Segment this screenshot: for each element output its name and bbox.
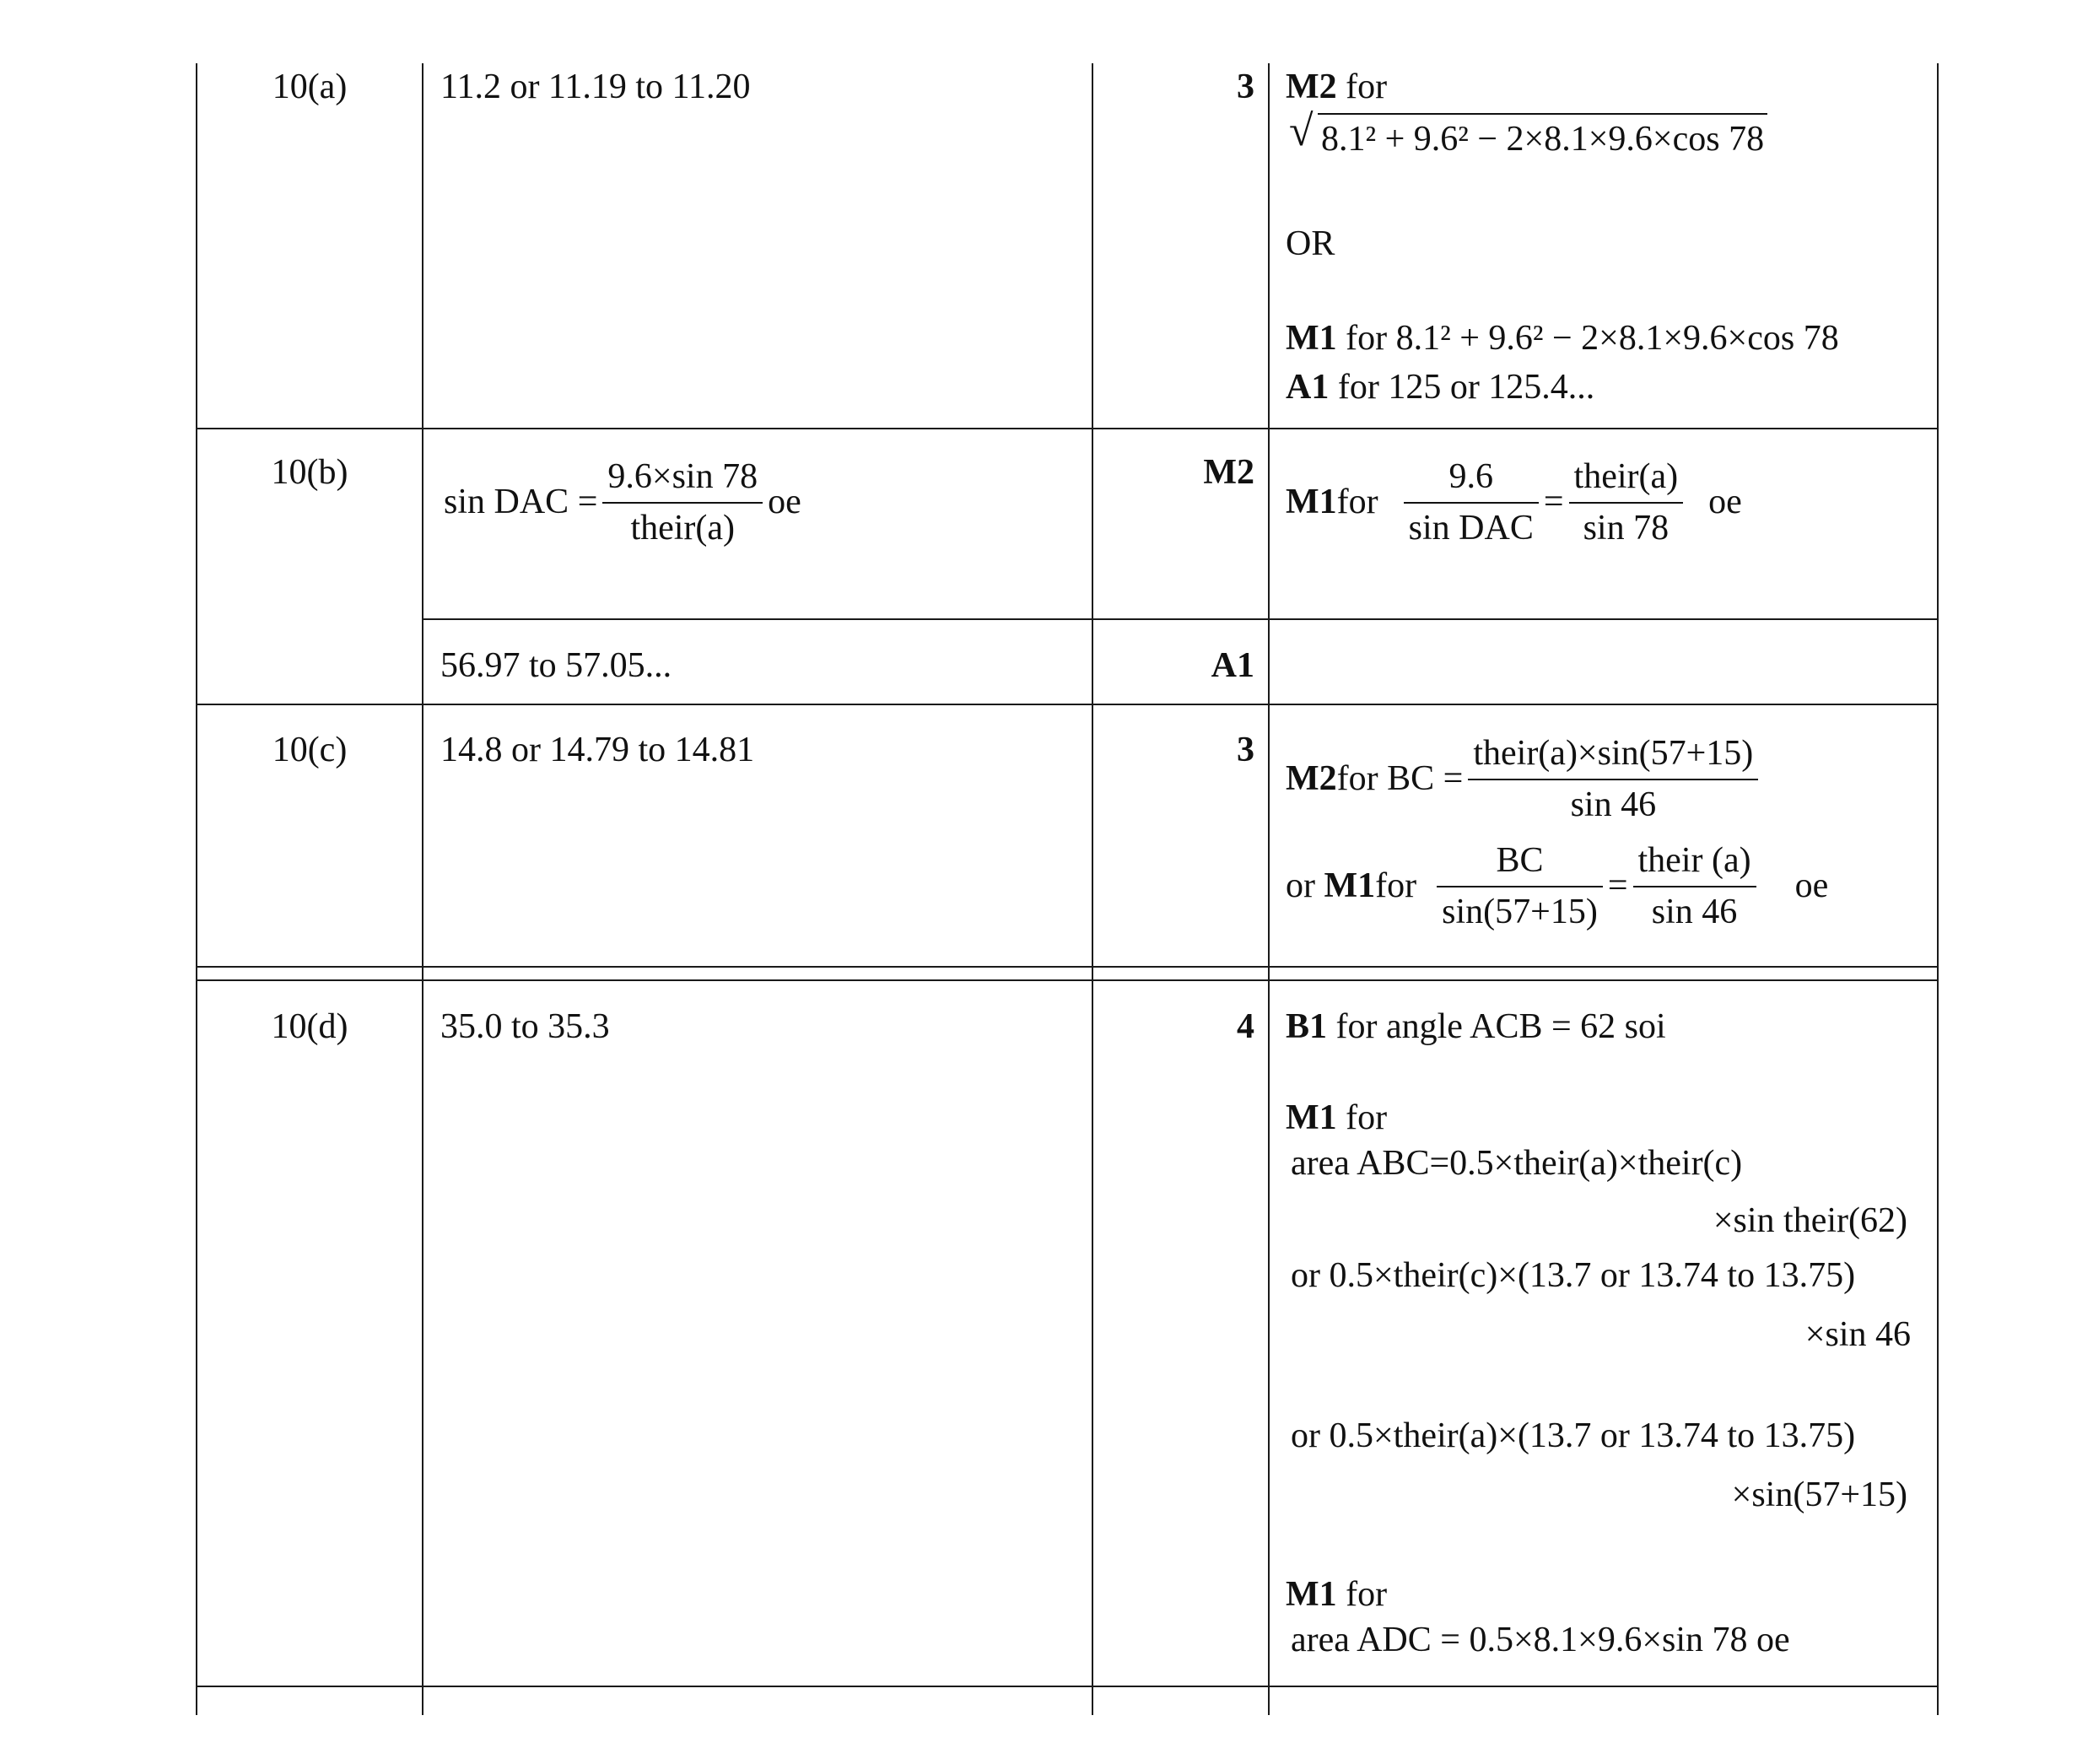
guidance-text: for 125 or 125.4... (1329, 368, 1595, 407)
fraction-denominator: their(a) (630, 508, 736, 548)
guidance-b1 (1286, 1004, 1666, 1050)
col-border-marks (1268, 63, 1270, 1715)
question-number: 10(a) (272, 67, 348, 106)
fraction-numerator: 9.6×sin 78 (602, 454, 763, 504)
guidance-text: for (1336, 1575, 1388, 1614)
guidance-text: for BC = (1336, 759, 1464, 799)
row-divider-c-d-top (196, 966, 1939, 968)
mark-code: M2 (1286, 67, 1337, 106)
mark-code: M1 (1286, 483, 1337, 522)
guidance-m2 (1286, 731, 1763, 828)
mark-code: M1 (1286, 319, 1337, 358)
guidance-m2 (1286, 64, 1387, 111)
answer-text: 56.97 to 57.05... (440, 646, 672, 685)
row-divider-b-inner (422, 618, 1939, 620)
answer-text: 11.2 or 11.19 to 11.20 (440, 67, 751, 106)
formula-lhs: sin DAC = (444, 483, 598, 522)
row-divider-c-d-bottom (196, 979, 1939, 981)
answer-text: 14.8 or 14.79 to 14.81 (440, 731, 755, 769)
question-number: 10(c) (272, 731, 348, 769)
oe-note: oe (768, 483, 801, 522)
fraction-denominator: sin 46 (1570, 785, 1657, 824)
guidance-m1 (1286, 454, 1742, 551)
guidance-text: for (1336, 483, 1378, 522)
guidance-m1 (1286, 316, 1839, 362)
marks-value: A1 (1211, 646, 1254, 685)
marks-value: M2 (1203, 453, 1254, 492)
guidance-fraction-left (1404, 454, 1539, 551)
answer-fraction (602, 454, 763, 551)
fraction-denominator: sin(57+15) (1442, 892, 1598, 931)
guidance-fraction-left (1437, 838, 1603, 935)
guidance-line: or 0.5×their(c)×(13.7 or 13.74 to 13.75) (1291, 1256, 1856, 1295)
guidance-m1-area-abc (1286, 1095, 1387, 1141)
mark-code: A1 (1286, 368, 1330, 407)
marks-value: 3 (1237, 67, 1254, 106)
col-border-question (422, 63, 423, 1715)
guidance-line: area ADC = 0.5×8.1×9.6×sin 78 oe (1291, 1621, 1790, 1659)
guidance-fraction (1468, 731, 1758, 828)
marks-value: 3 (1237, 731, 1254, 769)
question-number: 10(b) (271, 453, 348, 492)
col-border-answer (1092, 63, 1093, 1715)
row-divider-b-c (196, 704, 1939, 705)
col-border-left (196, 63, 197, 1715)
guidance-text: or (1286, 866, 1324, 906)
marks-value: 4 (1237, 1007, 1254, 1046)
answer-text: 35.0 to 35.3 (440, 1007, 610, 1046)
guidance-line: ×sin(57+15) (1731, 1475, 1907, 1514)
equals-sign: = (1607, 866, 1628, 906)
fraction-denominator: sin DAC (1408, 508, 1534, 548)
mark-code: B1 (1286, 1007, 1328, 1046)
guidance-line: area ABC=0.5×their(a)×their(c) (1291, 1144, 1743, 1183)
guidance-text: for (1336, 67, 1388, 106)
guidance-text: for angle ACB = 62 soi (1327, 1007, 1666, 1046)
mark-code: M1 (1286, 1098, 1337, 1137)
guidance-line: ×sin their(62) (1713, 1201, 1907, 1240)
guidance-fraction-right (1569, 454, 1684, 551)
guidance-sqrt-formula: √ 8.1² + 9.6² − 2×8.1×9.6×cos 78 (1289, 113, 1767, 163)
guidance-m1 (1286, 838, 1828, 935)
guidance-a1 (1286, 364, 1594, 411)
fraction-numerator: their(a)×sin(57+15) (1468, 731, 1758, 780)
question-number: 10(d) (271, 1007, 348, 1046)
col-border-right (1937, 63, 1939, 1715)
mark-code: M1 (1324, 866, 1376, 906)
guidance-m1-area-adc (1286, 1572, 1387, 1618)
mark-code: M2 (1286, 759, 1337, 799)
mark-code: M1 (1286, 1575, 1337, 1614)
fraction-numerator: their(a) (1569, 454, 1684, 504)
guidance-or: OR (1286, 224, 1335, 263)
sqrt-expression: 8.1² + 9.6² − 2×8.1×9.6×cos 78 (1318, 113, 1767, 163)
fraction-denominator: sin 46 (1651, 892, 1738, 931)
fraction-numerator: BC (1437, 838, 1603, 887)
oe-note: oe (1794, 866, 1829, 906)
row-divider-a-b (196, 428, 1939, 429)
guidance-fraction-right (1633, 838, 1756, 935)
fraction-denominator: sin 78 (1583, 508, 1670, 548)
equals-sign: = (1543, 483, 1564, 522)
guidance-text: for 8.1² + 9.6² − 2×8.1×9.6×cos 78 (1336, 319, 1839, 358)
fraction-numerator: 9.6 (1404, 454, 1539, 504)
fraction-numerator: their (a) (1633, 838, 1756, 887)
oe-note: oe (1708, 483, 1742, 522)
guidance-line: or 0.5×their(a)×(13.7 or 13.74 to 13.75) (1291, 1416, 1856, 1455)
guidance-line: ×sin 46 (1804, 1315, 1911, 1354)
guidance-text: for (1375, 866, 1417, 906)
answer-formula (444, 454, 801, 551)
guidance-text: for (1336, 1098, 1388, 1137)
row-divider-d-end (196, 1686, 1939, 1687)
